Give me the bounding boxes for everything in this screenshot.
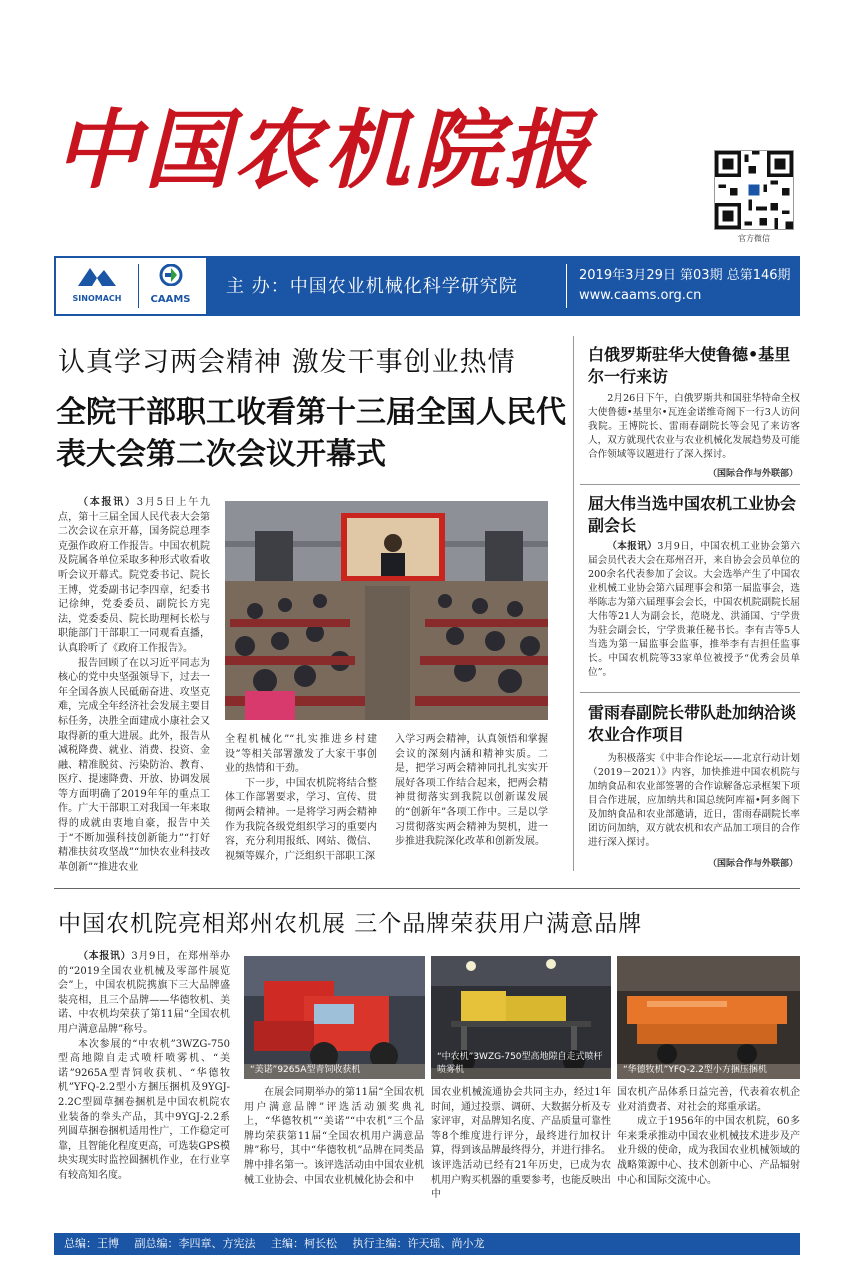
issue-info: 2019年3月29日 第03期 总第146期 <box>579 268 791 283</box>
side3-title: 雷雨春副院长带队赴加纳洽谈农业合作项目 <box>588 703 797 744</box>
newspaper-masthead: 中国农机院报 <box>54 100 594 201</box>
editorial-footer <box>54 1233 800 1255</box>
photo-baler <box>617 956 800 1079</box>
chief-editor: 总编：王博 <box>64 1237 119 1250</box>
meeting-photo <box>225 501 548 720</box>
bottom-column-4: 国农机产品体系日益完善，代表着农机企业对消费者、对社会的郑重承诺。 成立于1956年的中国农机院，60多年来秉承推动中国农业机械技术进步及产业升级的使命，成为我国农业机械领域的战略策源中心、技术创新中心、产品辐射中心和国际交流中心。 <box>617 1087 800 1186</box>
side3-text: 为积极落实《中非合作论坛——北京行动计划（2019－2021）》内容，加快推进中国农机院与加纳食品和农业部签署的合作谅解备忘录框架下项目合作进展，应加纳共和国总统阿库福•阿多阁下及加纳食品和农业部邀请，近日，雷雨春副院长率团访问加纳，双方就农机和农产品加工项目的合作进行深入探讨。 <box>588 753 800 848</box>
executive-editors: 执行主编：许天瑶、尚小龙 <box>352 1237 485 1250</box>
lead-column-2: 全程机械化”“扎实推进乡村建设”等相关部署激发了大家干事创业的热情和干劲。 下一步，中国农机院将结合整体工作部署要求，学习、宣传、贯彻两会精神。一是将学习两会精神作为我院各级党组织学习的重要内容，充分利用报纸、网站、微信、视频等媒介，广泛组织干部职工深 <box>225 734 377 862</box>
caams-logo: CAAMS <box>138 264 202 308</box>
bottom-column-2: 在展会同期举办的第11届“全国农机用户满意品牌”评选活动颁奖典礼上，“华德牧机”“美诺”“中农机”三个品牌均荣获第11届“全国农机用户满意品牌”称号，其中“华德牧机”品牌在同类品牌中排名第一。该评选活动由中国农业机械工业协会、中国农业机械化协会和中 <box>244 1087 424 1186</box>
section-divider <box>54 888 800 889</box>
photo-forage-harvester <box>244 956 425 1079</box>
side3-credit: （国际合作与外联部） <box>708 859 799 869</box>
caams-gear-icon <box>157 264 185 286</box>
banner-divider <box>566 264 567 308</box>
bottom-headline: 中国农机院亮相郑州农机展 三个品牌荣获用户满意品牌 <box>58 911 643 937</box>
logo-panel <box>56 258 206 314</box>
photo1-caption: “美诺”9265A型青饲收获机 <box>250 1065 361 1075</box>
photo2-caption: “中农机”3WZG-750型高地隙自走式喷杆喷雾机 <box>437 1052 603 1075</box>
sinomach-logo: SINOMACH <box>62 264 132 308</box>
qr-label: 官方微信 <box>738 234 770 243</box>
website-link[interactable]: www.caams.org.cn <box>579 288 702 303</box>
wechat-qr-code <box>714 150 794 230</box>
sidebar-divider <box>573 336 574 871</box>
editor: 主编：柯长松 <box>271 1237 337 1250</box>
lead-headline: 全院干部职工收看第十三届全国人民代表大会第二次会议开幕式 <box>56 395 566 472</box>
header-banner <box>54 256 800 316</box>
photo-sprayer <box>431 956 611 1079</box>
sponsor-text: 主 办：中国农业机械化科学研究院 <box>226 276 518 297</box>
lead-column-3: 入学习两会精神，认真领悟和掌握会议的深刻内涵和精神实质。二是，把学习两会精神同扎扎实实开展好各项工作结合起来，把两会精神贯彻落实到我院以创新谋发展的“创新年”各项工作中。三是以学习贯彻落实两会精神为契机，进一步推进我院深化改革和创新发展。 <box>395 734 548 848</box>
lead-column-1: （本报讯）3月5日上午九点，第十三届全国人民代表大会第二次会议在京开幕，国务院总理李克强作政府工作报告。中国农机院及院属各单位采取多种形式收看收听会议开幕式。院党委书记、院长王博，党委副书记李四章，纪委书记徐绅，党委委员、副院长方宪法，党委委员、院长助理柯长松与职能部门干部职工一同观看直播，认真聆听了《政府工作报告》。 报告回顾了在以习近平同志为核心的党中央坚强领导下，过去一年全国各族人民砥砺奋进、攻坚克难，完成全年经济社会发展主要目标任务，决胜全面建成小康社会又取得新的重大进展。此外，报告从减税降费、就业、消费、投资、金融、精准脱贫、污染防治、教育、医疗、提速降费、开放、协调发展等方面明确了2019年年的重点工作。广大干部职工对我国一年来取得的成就由衷地自豪，报告中关于“不断加强科技创新能力”“打好精准扶贫攻坚战”“加快农业科技改革创新”“推进农业 <box>58 497 210 873</box>
bottom-column-1: （本报讯）3月9日，在郑州举办的“2019全国农业机械及零部件展览会”上，中国农机院携旗下三大品牌盛装亮相，且三个品牌——华德牧机、美诺、中农机均荣获了第11届“全国农机用户满意品牌”称号。 本次参展的“中农机”3WZG-750型高地隙自走式喷杆喷雾机、“美诺”9265A型青饲收获机、“华德牧机”YFQ-2.2型小方捆压捆机及9YGJ-2.2C型圆草捆卷捆机是中国农机院农业装备的拳头产品，其中9YGJ-2.2系列圆草捆卷捆机适用性广，工作稳定可靠，且智能化程度更高，可选装GPS模块实现实时监控圆捆机作业，在行业享有较高知名度。 <box>58 951 230 1181</box>
side1-credit: （国际合作与外联部） <box>708 469 799 479</box>
side-divider-2 <box>580 692 800 693</box>
bottom-column-3: 国农业机械流通协会共同主办，经过1年时间，通过投票、调研、大数据分析及专家评审，对品牌知名度、产品质量可靠性等8个维度进行评分，最终进行加权计算，得到该品牌最终得分，并进行排名。该评选活动已经有21年历史，已成为农机用户购买机器的重要参考，也能反映出中 <box>431 1087 611 1201</box>
deputy-editors: 副总编：李四章、方宪法 <box>134 1237 256 1250</box>
side2-title: 屈大伟当选中国农机工业协会副会长 <box>588 494 797 535</box>
side2-text: （本报讯）3月9日，中国农机工业协会第六届会员代表大会在郑州召开，来自协会会员单位的200余名代表参加了会议。大会选举产生了中国农业机械工业协会第六届理事会和第一届监事会，选举陈志为第六届理事会会长，中国农机院副院长屈大伟等21人为副会长，范晓龙、洪涌国、宁学贵为驻会副会长，宁学贵兼任秘书长。李有吉等5人当选为第一届监事会监事，推举李有吉担任监事长。中国农机院等33家单位被授予“优秀会员单位”。 <box>588 541 801 678</box>
side1-title: 白俄罗斯驻华大使鲁德•基里尔一行来访 <box>588 345 791 386</box>
photo3-caption: “华德牧机”YFQ-2.2型小方捆压捆机 <box>623 1065 767 1075</box>
sinomach-mountain-icon <box>78 264 116 286</box>
lead-subtitle: 认真学习两会精神 激发干事创业热情 <box>58 347 516 378</box>
side1-text: 2月26日下午，白俄罗斯共和国驻华特命全权大使鲁德•基里尔•瓦连金诺维奇阁下一行3人访问我院。王博院长、雷雨春副院长等会见了来访客人，双方就现代农业与农业机械化发展趋势及可能合作领域等议题进行了深入探讨。 <box>588 393 800 460</box>
side-divider-1 <box>580 484 800 485</box>
